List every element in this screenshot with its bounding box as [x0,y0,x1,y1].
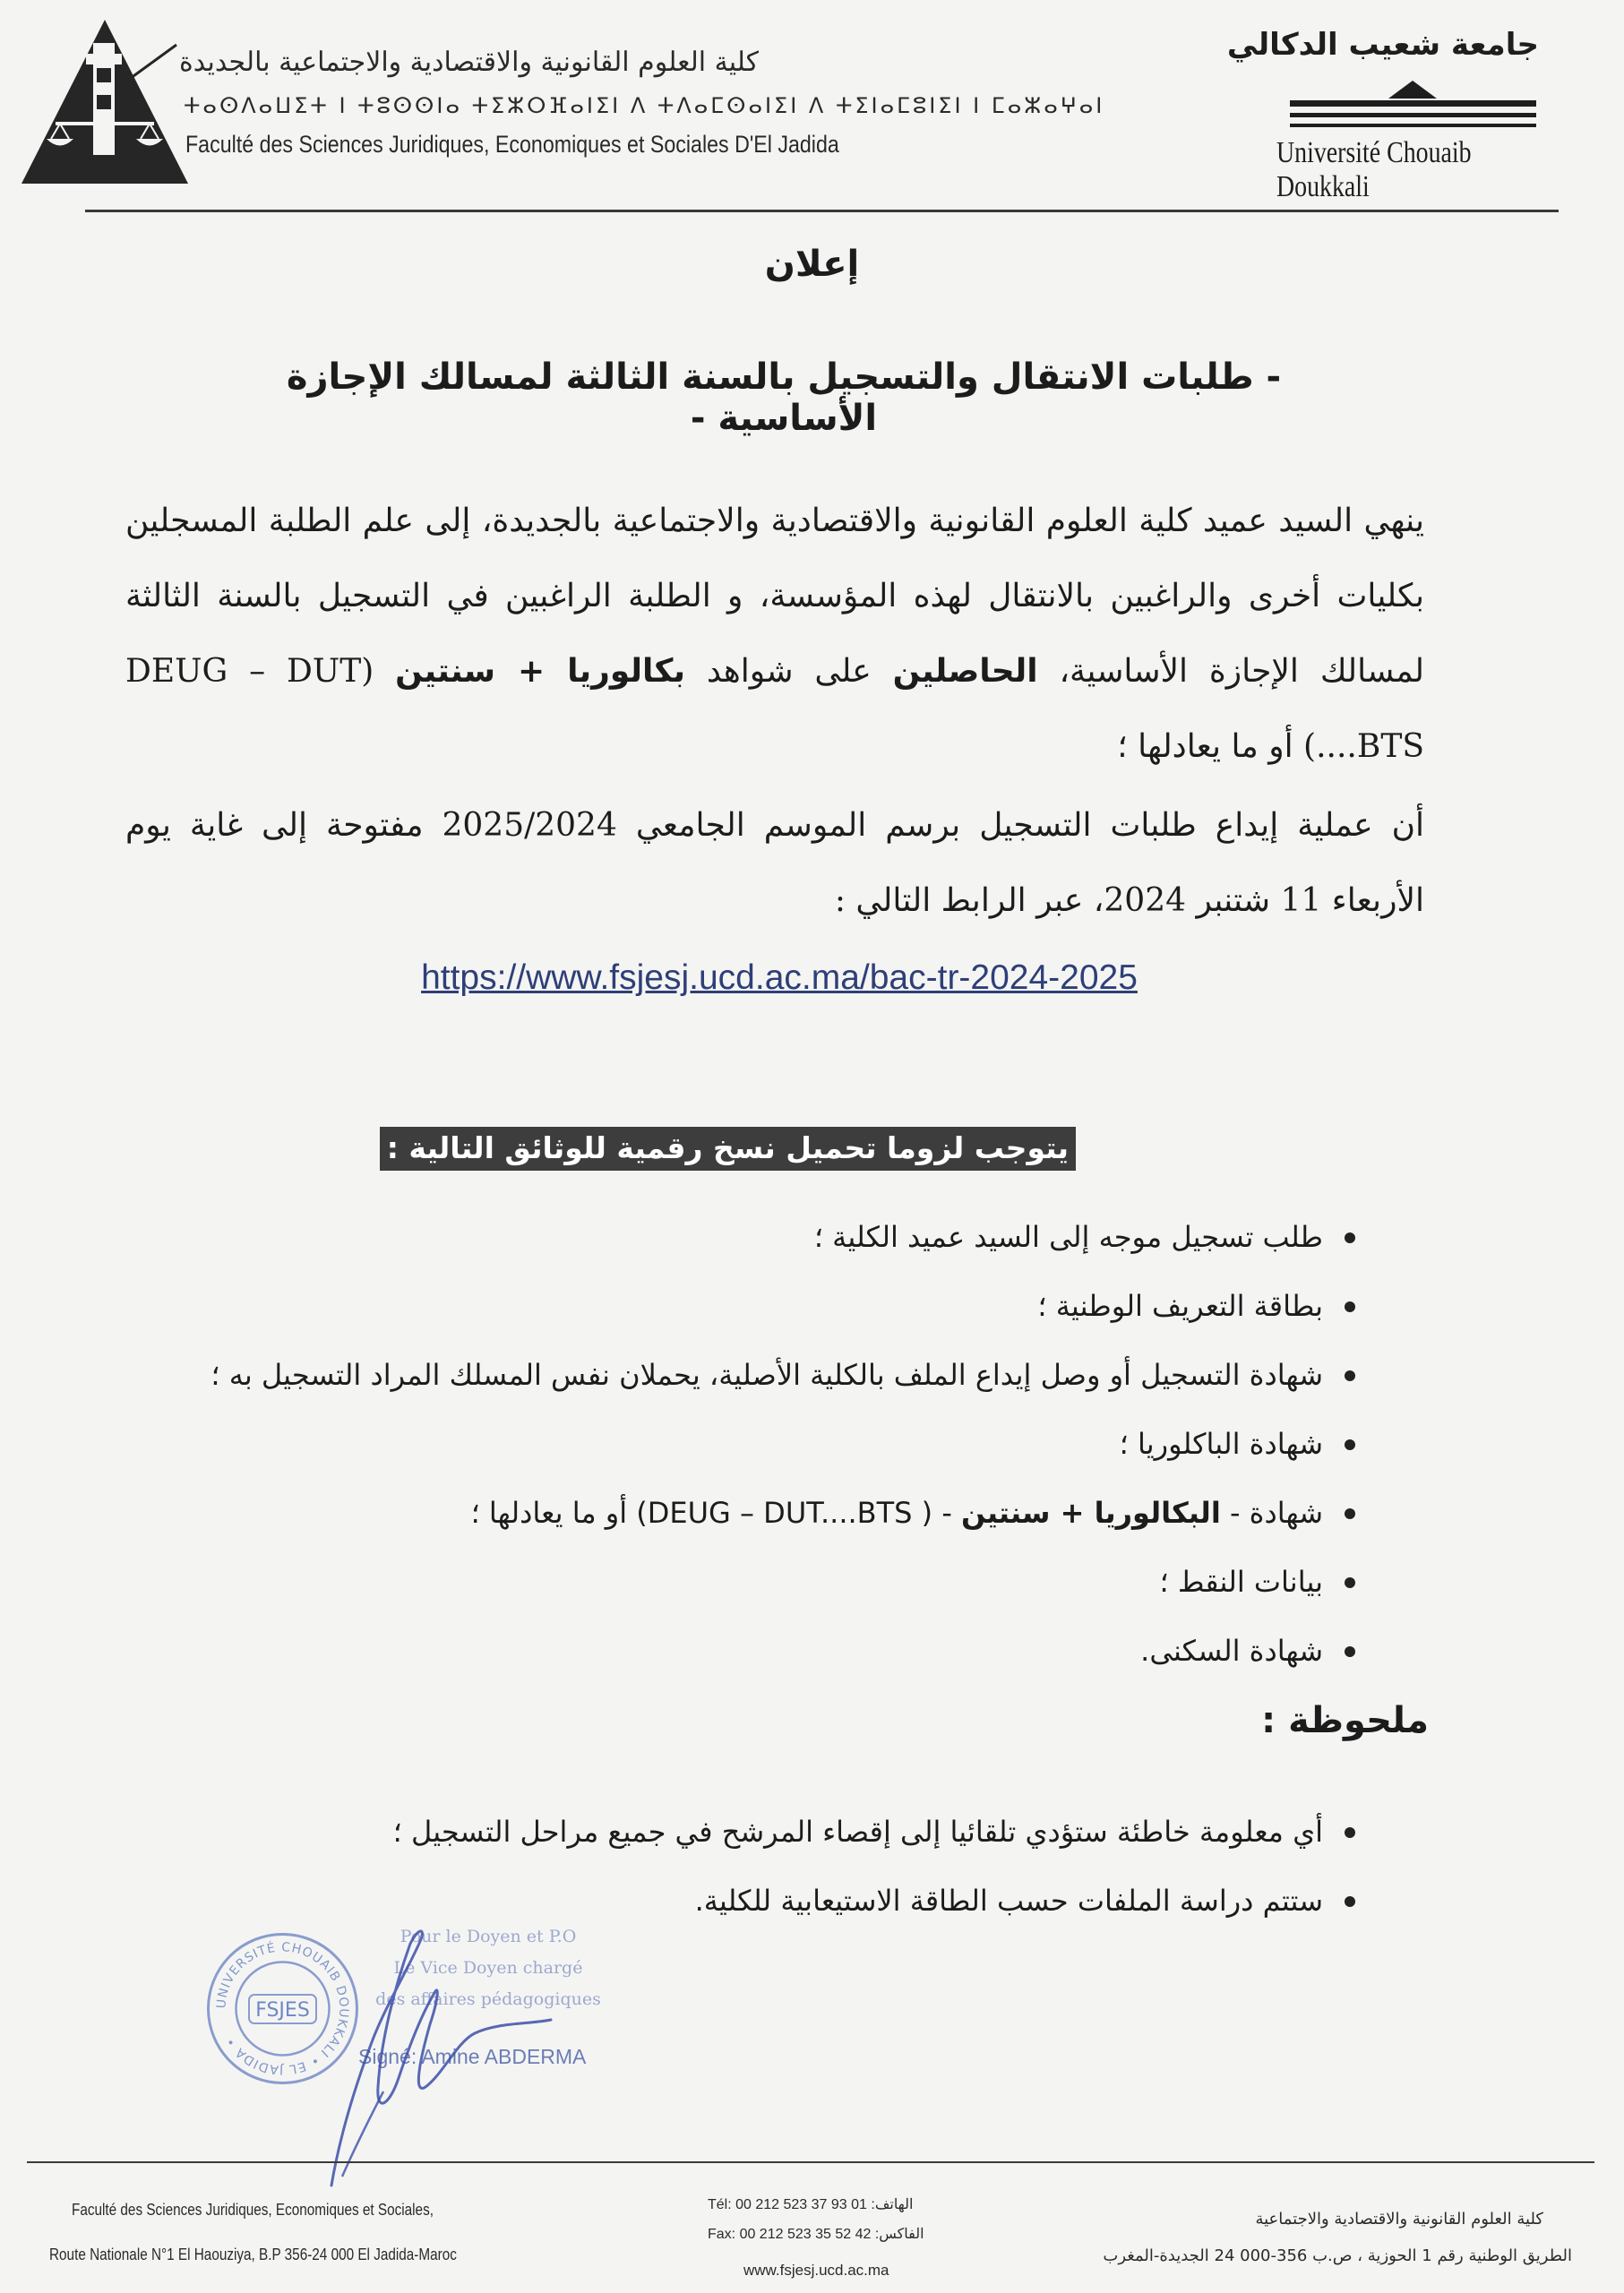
list-item [191,1617,1355,1686]
footer-divider [27,2161,1594,2163]
document-item-1: طلب تسجيل موجه إلى السيد عميد الكلية ؛ [813,1220,1323,1254]
faculty-name-ar: كلية العلوم القانونية والاقتصادية والاجتماعية بالجديدة [179,47,759,78]
note-heading: ملحوظة : [1261,1700,1429,1741]
signature-line-3: des affaires pédagogiques [375,1989,601,2009]
footer-fax: Fax: 00 212 523 35 52 42 :الفاكس [708,2227,924,2242]
bullet-icon [1345,1896,1355,1907]
bullet-icon [1345,1646,1355,1657]
paragraph-1-text-b: على شواهد [684,653,893,690]
list-item [191,1479,1355,1548]
paragraph-1-text-a: ينهي السيد عميد كلية العلوم القانونية والاقتصادية والاجتماعية بالجديدة، إلى علم الطلبة المسجلين بكليات أخرى والراغبين بالانتقال لهذه المؤسسة، و الطلبة الراغبين في التسجيل بالسنة الثالثة لمسالك الإجازة الأساسية، [125,502,1425,690]
bullet-icon [1345,1301,1355,1312]
bullet-icon [1345,1577,1355,1588]
bullet-icon [1345,1370,1355,1381]
signature-line-2: Le Vice Doyen chargé [393,1958,583,1978]
document-item-5-bold: البكالوريا + سنتين [961,1496,1221,1530]
document-item-5-b: - ( DEUG – DUT....BTS) أو ما يعادلها ؛ [470,1496,962,1530]
document-item-7: شهادة السكنى. [1140,1634,1323,1668]
document-item-6: بيانات النقط ؛ [1159,1565,1323,1599]
bullet-icon [1345,1827,1355,1838]
signatory-name: Signé: Amine ABDERMA [358,2045,587,2068]
university-name-fr: Université Chouaib Doukkali [1276,136,1472,203]
bullet-icon [1345,1439,1355,1450]
header-divider [85,210,1559,212]
announcement-paragraph-1 [125,484,1424,785]
signature-line-1: Pour le Doyen et P.O [400,1927,577,1946]
document-item-4: شهادة الباكلوريا ؛ [1119,1427,1323,1461]
faculty-name-tifinagh: ⵜⴰⵙⴷⴰⵡⵉⵜ ⵏ ⵜⵓⵙⵙⵏⴰ ⵜⵉⵣⵔⴼⴰⵏⵉⵏ ⴷ ⵜⴷⴰⵎⵙⴰⵏⵉⵏ ⴷ ⵜⵉⵏⴰⵎⵓⵏⵉⵏ ⵏ ⵎⴰⵣⴰⵖⴰⵏ [184,93,1105,118]
footer-address-fr: Route Nationale N°1 El Haouziya, B.P 356-24 000 El Jadida-Maroc [49,2246,457,2263]
list-item [191,1410,1355,1479]
documents-heading: يتوجب لزوما تحميل نسخ رقمية للوثائق التالية : [380,1127,1076,1171]
footer-faculty-ar: كلية العلوم القانونية والاقتصادية والاجتماعية [1255,2210,1543,2229]
faculty-name-fr: Faculté des Sciences Juridiques, Economiques et Sociales D'El Jadida [185,131,839,158]
university-name-ar: جامعة شعيب الدكالي [1226,27,1539,63]
stamp-ring-text: UNIVERSITÉ CHOUAIB DOUKKALI • EL JADIDA • [214,1940,351,2077]
university-emblem-icon [1281,79,1545,142]
bullet-icon [1345,1232,1355,1243]
footer-faculty-fr: Faculté des Sciences Juridiques, Economiques et Sociales, [72,2201,434,2219]
list-item [191,1341,1355,1410]
document-item-3: شهادة التسجيل أو وصل إيداع الملف بالكلية الأصلية، يحملان نفس المسلك المراد التسجيل به ؛ [211,1358,1323,1392]
registration-link[interactable]: https://www.fsjesj.ucd.ac.ma/bac-tr-2024-2025 [421,958,1138,997]
footer-website[interactable]: www.fsjesj.ucd.ac.ma [743,2262,889,2279]
list-item [191,1548,1355,1617]
handwritten-signature-icon [305,1908,636,2203]
note-item-1: أي معلومة خاطئة ستؤدي تلقائيا إلى إقصاء المرشح في جميع مراحل التسجيل ؛ [392,1815,1323,1849]
paragraph-1-bold-holders: الحاصلين [892,653,1038,690]
document-item-5-a: شهادة - [1220,1496,1323,1530]
list-item [191,1798,1355,1867]
footer-phone: Tél: 00 212 523 37 93 01 :الهاتف [708,2197,914,2212]
announcement-title: إعلان [764,244,860,285]
paragraph-1-bold-degree: بكالوريا + سنتين [395,653,685,690]
list-item [191,1272,1355,1341]
faculty-logo-icon [20,18,190,188]
note-item-2: ستتم دراسة الملفات حسب الطاقة الاستيعابية للكلية. [694,1884,1323,1918]
list-item [191,1203,1355,1272]
documents-list [191,1203,1355,1686]
bullet-icon [1345,1508,1355,1519]
paragraph-1-text-c: (DEUG – DUT ....BTS) أو ما يعادلها ؛ [125,653,1424,765]
document-item-2: بطاقة التعريف الوطنية ؛ [1037,1289,1323,1323]
announcement-paragraph-2: أن عملية إيداع طلبات التسجيل برسم الموسم الجامعي 2025/2024 مفتوحة إلى غاية يوم الأربعاء 11 شتنبر 2024، عبر الرابط التالي : [125,807,1425,919]
announcement-subject: - طلبات الانتقال والتسجيل بالسنة الثالثة لمسالك الإجازة الأساسية - [286,356,1282,439]
stamp-center-text: FSJES [255,1999,310,2022]
footer-address-ar: الطريق الوطنية رقم 1 الحوزية ، ص.ب 356-000 24 الجديدة-المغرب [1103,2246,1572,2265]
